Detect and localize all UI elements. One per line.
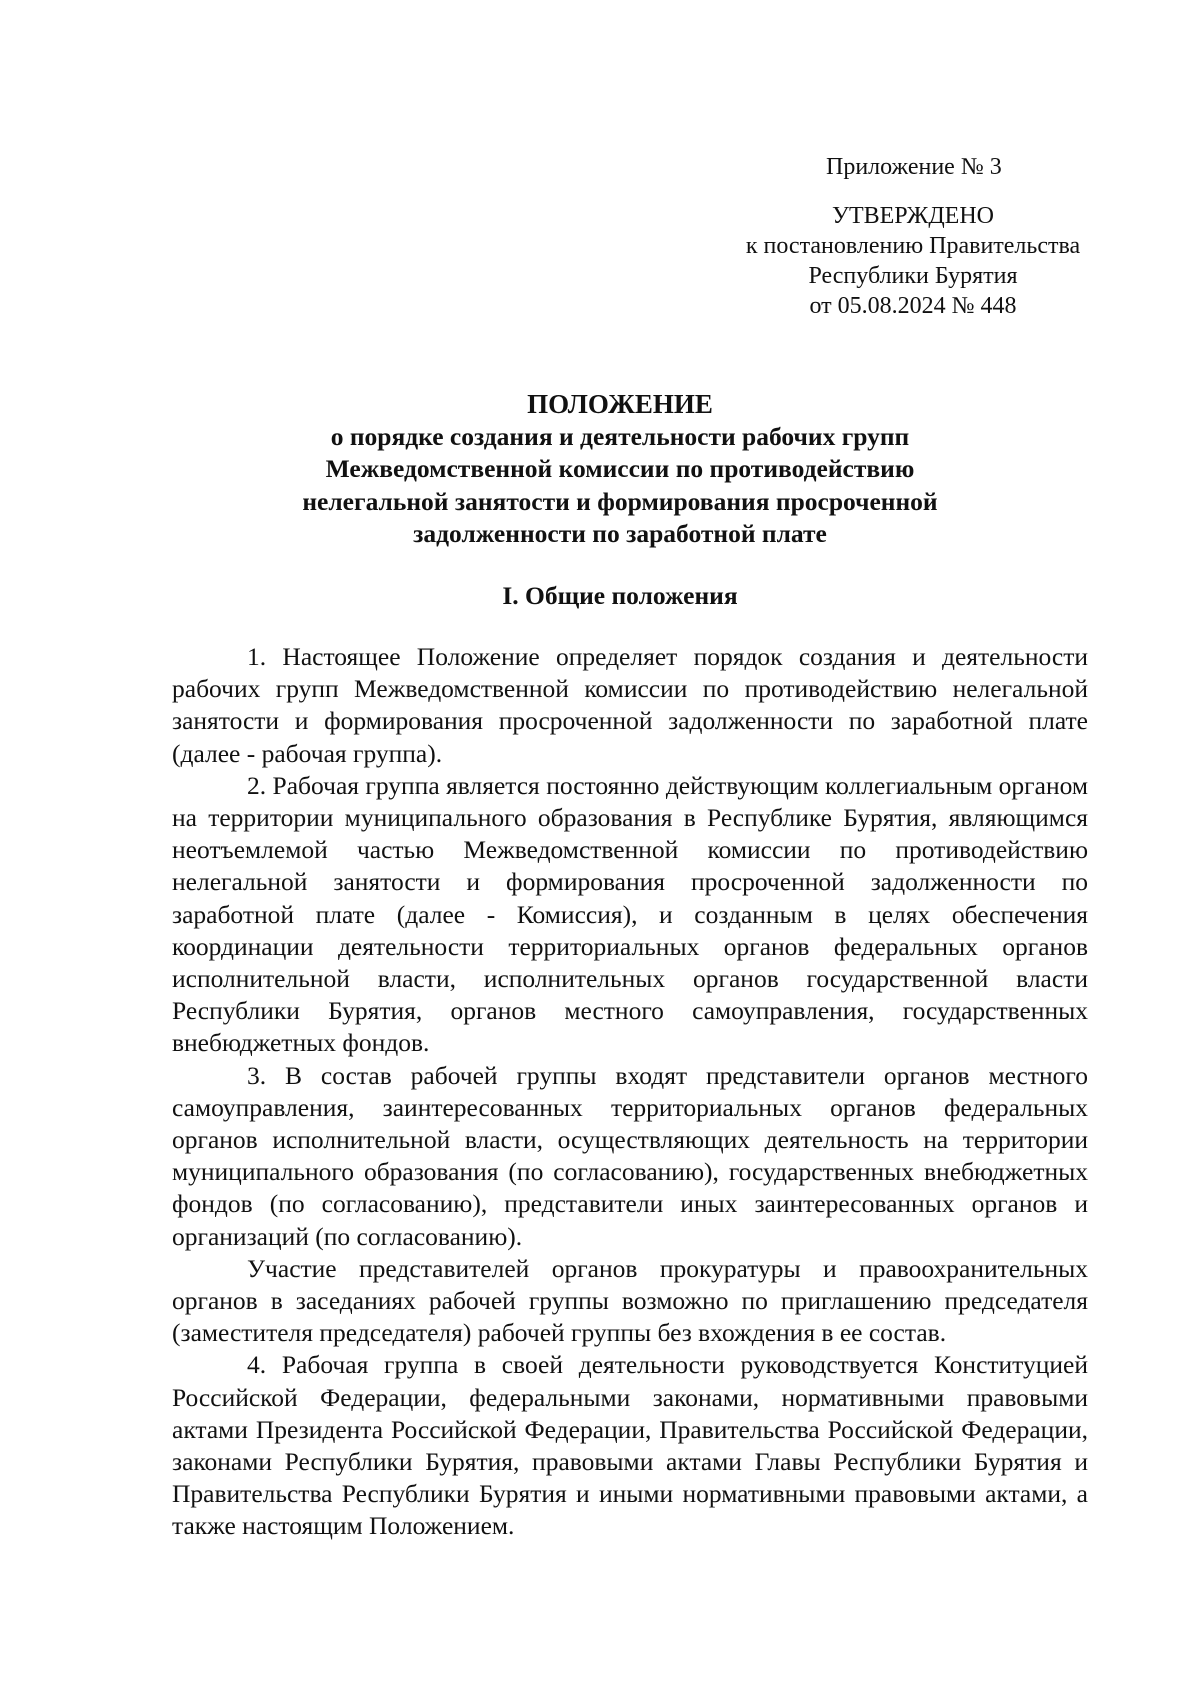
approval-date: от 05.08.2024 № 448: [809, 293, 1017, 319]
approval-line: Республики Бурятия: [808, 263, 1018, 289]
title-line: о порядке создания и деятельности рабочих групп: [330, 421, 910, 451]
paragraph-3-continued: Участие представителей органов прокуратуры и правоохранительных органов в заседаниях рабочей группы возможно по приглашению председателя (заместителя председателя) рабочей группы без вхождения в ее состав.: [172, 1253, 1088, 1348]
title-heading: ПОЛОЖЕНИЕ: [527, 389, 713, 419]
appendix-number: Приложение № 3: [826, 154, 1002, 180]
document-title: [150, 388, 1090, 551]
paragraph-4: 4. Рабочая группа в своей деятельности руководствуется Конституцией Российской Федерации, федеральными законами, нормативными правовыми актами Президента Российской Федерации, Правительства Российской Федерации, законами Республики Бурятия, правовыми актами Главы Республики Бурятия и Правительства Республики Бурятия и иными нормативными правовыми актами, а также настоящим Положением.: [172, 1350, 1088, 1541]
approval-word: УТВЕРЖДЕНО: [831, 203, 995, 229]
paragraph-3: 3. В состав рабочей группы входят представители органов местного самоуправления, заинтересованных территориальных органов федеральных органов исполнительной власти, осуществляющих деятельность на территории муниципального образования (по согласованию), государственных внебюджетных фондов (по согласованию), представители иных заинтересованных органов и организаций (по согласованию).: [172, 1060, 1088, 1251]
approval-stamp: [738, 201, 1088, 321]
approval-line: к постановлению Правительства: [745, 233, 1081, 259]
paragraph-2: 2. Рабочая группа является постоянно действующим коллегиальным органом на территории муниципального образования в Республике Бурятия, являющимся неотъемлемой частью Межведомственной комиссии по противодействию нелегальной занятости и формирования просроченной задолженности по заработной плате (далее - Комиссия), и созданным в целях обеспечения координации деятельности территориальных органов федеральных органов исполнительной власти, исполнительных органов государственной власти Республики Бурятия, органов местного самоуправления, государственных внебюджетных фондов.: [172, 770, 1088, 1058]
title-line: Межведомственной комиссии по противодействию: [325, 454, 915, 483]
paragraph-1: 1. Настоящее Положение определяет порядок создания и деятельности рабочих групп Межведомственной комиссии по противодействию нелегальной занятости и формирования просроченной задолженности по заработной плате (далее - рабочая группа).: [172, 642, 1088, 768]
section-body: [172, 641, 1088, 1543]
section-heading: I. Общие положения: [502, 581, 738, 610]
title-line: нелегальной занятости и формирования просроченной: [302, 486, 938, 516]
title-line: задолженности по заработной плате: [413, 519, 827, 548]
